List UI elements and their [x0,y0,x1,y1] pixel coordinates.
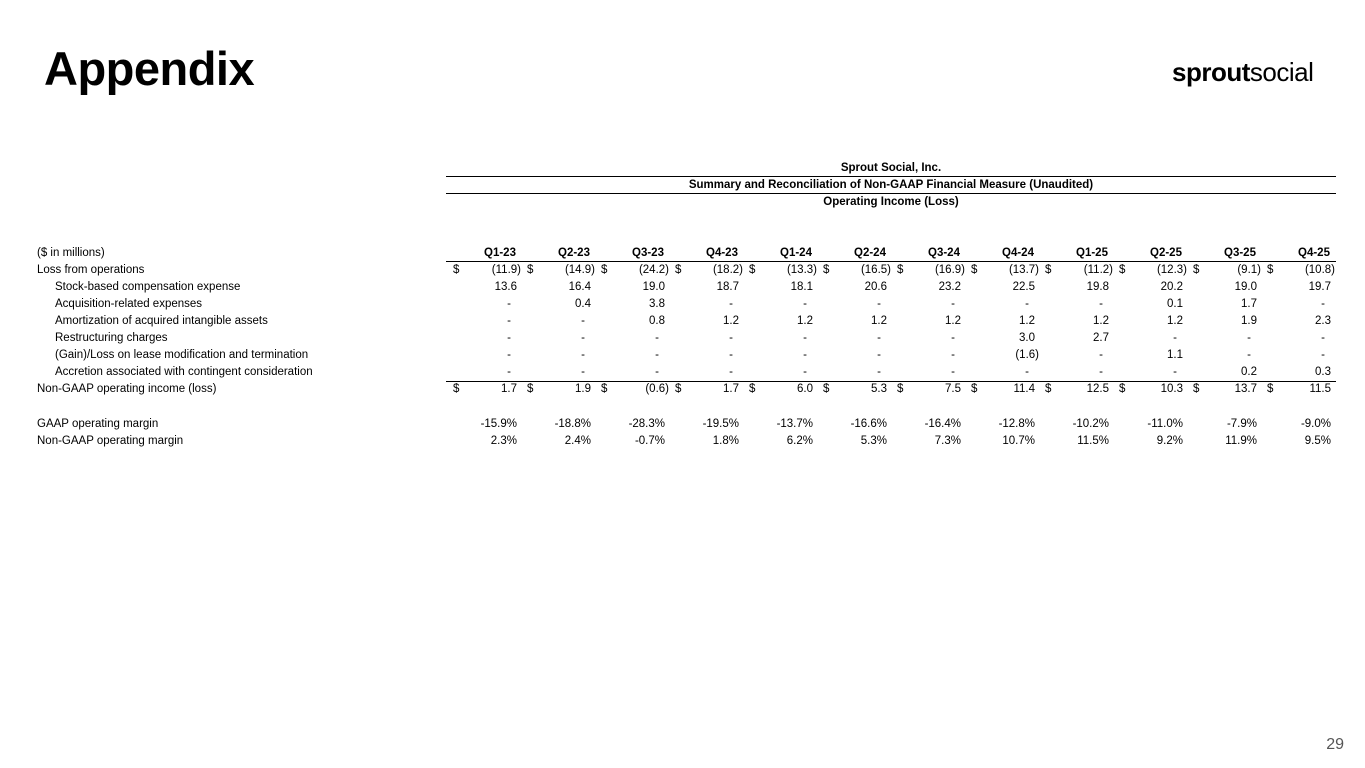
table-cell: (12.3) [1156,264,1187,276]
table-section: Operating Income (Loss) [823,196,959,208]
table-cell: 3.0 [1019,332,1035,344]
table-cell: 13.7 [1234,383,1257,395]
table-cell: - [1247,349,1251,361]
table-cell: 16.4 [568,281,591,293]
currency-symbol: $ [897,264,904,276]
table-cell: 20.6 [864,281,887,293]
table-cell: - [1321,349,1325,361]
table-cell: - [877,349,881,361]
table-row [0,330,1365,347]
table-cell: 0.2 [1241,366,1257,378]
table-cell: (10.8) [1304,264,1335,276]
currency-symbol: $ [971,383,978,395]
table-cell: 1.2 [797,315,813,327]
table-cell: - [655,349,659,361]
table-row [0,262,1365,279]
currency-symbol: $ [1267,264,1274,276]
table-cell: 1.2 [945,315,961,327]
table-cell: 11.4 [1013,383,1035,395]
table-cell: 1.2 [1093,315,1109,327]
currency-symbol: $ [823,383,830,395]
table-cell: - [877,332,881,344]
table-cell: - [1321,298,1325,310]
currency-symbol: $ [749,264,756,276]
column-header: Q4-24 [1002,247,1034,259]
row-label: Acquisition-related expenses [55,298,203,310]
column-header: Q2-24 [854,247,886,259]
table-cell: - [1173,332,1177,344]
currency-symbol: $ [601,383,608,395]
table-cell: -9.0% [1300,418,1331,430]
table-cell: - [581,332,585,344]
table-cell: -0.7% [634,435,665,447]
table-cell: - [803,332,807,344]
table-cell: - [951,366,955,378]
table-cell: -18.8% [554,418,591,430]
table-cell: 0.8 [649,315,665,327]
table-cell: -16.4% [924,418,961,430]
table-cell: - [507,315,511,327]
table-cell: 3.8 [649,298,665,310]
table-cell: 5.3 [871,383,887,395]
table-cell: 0.4 [575,298,591,310]
table-cell: - [803,349,807,361]
table-cell: - [581,315,585,327]
table-cell: 19.0 [642,281,665,293]
column-header: Q1-24 [780,247,812,259]
unit-label: ($ in millions) [37,247,105,259]
table-cell: (11.2) [1083,264,1113,276]
column-header: Q2-25 [1150,247,1182,259]
currency-symbol: $ [675,383,682,395]
table-cell: 1.7 [501,383,517,395]
page-number: 29 [1326,736,1344,753]
table-cell: - [951,349,955,361]
currency-symbol: $ [1193,383,1200,395]
table-cell: (11.9) [491,264,521,276]
table-cell: - [729,366,733,378]
table-cell: - [729,298,733,310]
table-cell: (14.9) [564,264,595,276]
column-header: Q3-25 [1224,247,1256,259]
table-cell: 19.7 [1308,281,1331,293]
table-cell: - [729,349,733,361]
table-cell: 1.2 [1019,315,1035,327]
table-row [0,381,1365,398]
logo-bold-text: sprout [1172,57,1250,87]
table-cell: 19.8 [1086,281,1109,293]
table-cell: 5.3% [860,435,887,447]
column-header: Q4-23 [706,247,738,259]
table-cell: - [1025,298,1029,310]
table-subtitle: Summary and Reconciliation of Non-GAAP Financial Measure (Unaudited) [688,179,1094,191]
currency-symbol: $ [1045,383,1052,395]
table-cell: - [877,298,881,310]
currency-symbol: $ [675,264,682,276]
table-cell: -19.5% [702,418,739,430]
table-cell: - [1025,366,1029,378]
table-cell: (0.6) [645,383,669,395]
table-cell: -11.0% [1147,418,1183,430]
table-header-row [0,245,1365,262]
table-cell: - [1321,332,1325,344]
table-cell: 10.3 [1160,383,1183,395]
currency-symbol: $ [823,264,830,276]
row-label: GAAP operating margin [37,418,159,430]
table-cell: - [729,332,733,344]
table-cell: (13.3) [786,264,817,276]
row-label: Non-GAAP operating margin [37,435,184,447]
table-cell: 19.0 [1234,281,1257,293]
table-cell: 9.5% [1304,435,1331,447]
table-cell: -13.7% [776,418,813,430]
slide-title: Appendix [44,42,255,95]
table-cell: - [951,298,955,310]
table-row [0,279,1365,296]
currency-symbol: $ [749,383,756,395]
table-cell: (24.2) [638,264,669,276]
currency-symbol: $ [1119,264,1126,276]
table-cell: -10.2% [1072,418,1109,430]
column-header: Q3-23 [632,247,664,259]
table-cell: 11.5% [1077,435,1109,447]
table-cell: 23.2 [938,281,961,293]
table-cell: 2.7 [1093,332,1109,344]
table-cell: -28.3% [628,418,665,430]
table-cell: 10.7% [1002,435,1035,447]
table-cell: 2.3% [490,435,517,447]
currency-symbol: $ [453,264,460,276]
currency-symbol: $ [527,264,534,276]
table-cell: 6.2% [786,435,813,447]
column-header: Q2-23 [558,247,590,259]
table-cell: 1.2 [723,315,739,327]
table-cell: - [655,332,659,344]
table-cell: 0.1 [1167,298,1183,310]
currency-symbol: $ [453,383,460,395]
table-cell: - [507,298,511,310]
table-cell: - [1099,349,1103,361]
logo-light-text: social [1249,57,1314,87]
column-header: Q4-25 [1298,247,1330,259]
currency-symbol: $ [1267,383,1274,395]
column-header: Q1-23 [484,247,516,259]
currency-symbol: $ [1193,264,1200,276]
currency-symbol: $ [897,383,904,395]
row-label: Loss from operations [37,264,145,276]
table-cell: - [507,366,511,378]
table-cell: (13.7) [1008,264,1039,276]
table-cell: - [803,298,807,310]
table-cell: 6.0 [797,383,813,395]
table-company: Sprout Social, Inc. [840,162,942,174]
table-cell: - [1173,366,1177,378]
currency-symbol: $ [971,264,978,276]
table-cell: - [803,366,807,378]
table-cell: 7.3% [934,435,961,447]
currency-symbol: $ [1119,383,1126,395]
table-cell: -12.8% [998,418,1035,430]
table-cell: -15.9% [480,418,517,430]
table-cell: 2.4% [564,435,591,447]
table-cell: - [581,366,585,378]
table-cell: -7.9% [1226,418,1257,430]
table-cell: - [1099,298,1103,310]
table-cell: 1.9 [575,383,591,395]
table-row [0,416,1365,433]
row-label: Restructuring charges [55,332,168,344]
row-label: Stock-based compensation expense [55,281,241,293]
table-cell: 0.3 [1315,366,1331,378]
table-cell: 1.1 [1167,349,1183,361]
table-cell: 1.9 [1241,315,1257,327]
row-label: (Gain)/Loss on lease modification and termination [55,349,309,361]
table-cell: 22.5 [1012,281,1035,293]
table-cell: 1.2 [871,315,887,327]
row-label: Amortization of acquired intangible assets [55,315,268,327]
table-cell: 1.2 [1167,315,1183,327]
table-cell: 1.7 [1241,298,1257,310]
table-cell: 1.8% [712,435,739,447]
table-cell: 1.7 [723,383,739,395]
row-label: Non-GAAP operating income (loss) [37,383,217,395]
table-cell: 7.5 [945,383,961,395]
table-cell: - [581,349,585,361]
table-cell: 13.6 [494,281,517,293]
table-cell: 18.1 [790,281,813,293]
table-cell: -16.6% [850,418,887,430]
currency-symbol: $ [527,383,534,395]
table-cell: (18.2) [712,264,743,276]
table-cell: 11.9% [1225,435,1257,447]
table-cell: - [507,332,511,344]
column-header: Q3-24 [928,247,960,259]
table-row [0,313,1365,330]
sprout-social-logo [1172,56,1313,88]
table-cell: (16.9) [934,264,965,276]
column-header: Q1-25 [1076,247,1108,259]
table-cell: 20.2 [1160,281,1183,293]
table-cell: 12.5 [1086,383,1109,395]
currency-symbol: $ [1045,264,1052,276]
table-cell: 2.3 [1315,315,1331,327]
table-cell: - [1099,366,1103,378]
table-cell: - [655,366,659,378]
table-row [0,433,1365,450]
table-cell: 9.2% [1156,435,1183,447]
table-cell: (1.6) [1015,349,1039,361]
table-cell: - [507,349,511,361]
table-cell: - [1247,332,1251,344]
table-cell: (16.5) [860,264,891,276]
table-cell: - [877,366,881,378]
currency-symbol: $ [601,264,608,276]
table-row [0,347,1365,364]
table-row [0,364,1365,381]
table-cell: 11.5 [1309,383,1331,395]
row-label: Accretion associated with contingent consideration [55,366,313,378]
table-row [0,296,1365,313]
table-cell: 18.7 [716,281,739,293]
table-cell: - [951,332,955,344]
table-cell: (9.1) [1237,264,1261,276]
